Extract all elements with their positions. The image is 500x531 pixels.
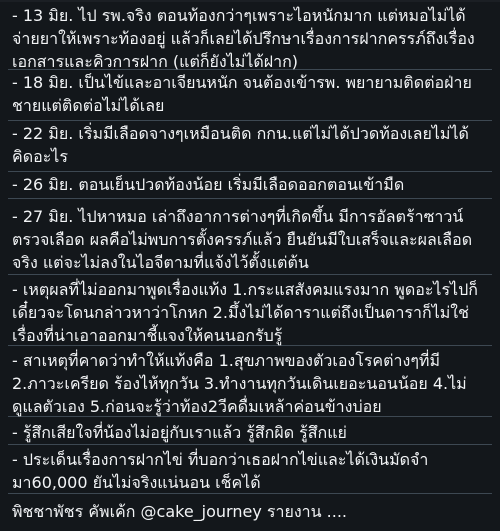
entry-causes <box>8 349 492 417</box>
entry-text: - สาเหตุที่คาดว่าทำให้แท้งคือ 1.สุขภาพของตัวเองโรคต่างๆที่มี 2.ภาวะเครียด ร้องไห้ทุกวัน 3.ทำงานทุกวันเดินเยอะนอนน้อย 4.ไม่ดูแลตัวเอง 5.ก่อนจะรู้ว่าท้อง2วีคดื่มเหล้าค่อนข้างบ่อย <box>12 351 467 416</box>
entry-jun-18 <box>8 71 492 121</box>
entry-text: - 27 มิย. ไปหาหมอ เล่าถึงอาการต่างๆที่เกิดขึ้น มีการอัลตร้าซาวน์ ตรวจเลือด ผลคือไม่พบการตั้งครรภ์แล้ว ยืนยันมีใบเสร็จและผลเลือดจริง แต่จะไม่ลงในไอจีตามที่แจ้งไว้ตั้งแต่ต้น <box>12 207 473 272</box>
entry-egg-freezing <box>8 448 492 494</box>
entry-text: - 22 มิย. เริ่มมีเลือดจางๆเหมือนติด กกน.แต่ไม่ได้ปวดท้องเลยไม่ได้คิดอะไร <box>12 124 469 166</box>
entry-text: - 26 มิย. ตอนเย็นปวดท้องน้อย เริ่มมีเลือดออกตอนเข้ามืด <box>12 175 405 194</box>
entry-reasons-silence <box>8 278 492 346</box>
top-edge <box>0 0 500 2</box>
entry-text: - เหตุผลที่ไม่ออกมาพูดเรื่องแท้ง 1.กระแสสังคมแรงมาก พูดอะไรไปก็เดี๋ยวจะโดนกล่าวหาว่าโกหก 2.มึ้งไม่ได้ดาราแต่ถึงเป็นดาราก็ไม่ใช่เรื่องที่น่าเอาออกมาชี้แจงให้คนนอกรับรู้ <box>12 280 478 345</box>
entry-feelings <box>8 421 492 445</box>
entry-text: - รู้สึกเสียใจที่น้องไม่อยู่กับเราแล้ว รู้สึกผิด รู้สึกแย่ <box>12 423 347 442</box>
reporter-credit: พิชชาพัชร คัพเค้ก @cake_journey รายงาน .... <box>12 502 347 521</box>
entry-text: - ประเด็นเรื่องการฝากไข่ ที่บอกว่าเธอฝากไข่และได้เงินมัดจำมา60,000 ยันไม่จริงแน่นอน เช็คได้ <box>12 450 429 492</box>
entry-text: - 13 มิย. ไป รพ.จริง ตอนท้องกว่าๆเพราะไอหนักมาก แต่หมอไม่ได้จ่ายยาให้เพราะท้องอยู่ แล้วก็เลยได้ปรึกษาเรื่องการฝากครรภ์ถึงเรื่องเอกสารและคิวการฝาก (แต่ก็ยังไม่ได้ฝาก) <box>12 6 475 71</box>
entry-text: - 18 มิย. เป็นไข้และอาเจียนหนัก จนต้องเข้ารพ. พยายามติดต่อฝ่ายชายแต่ติดต่อไม่ได้เลย <box>12 73 472 115</box>
entry-jun-27 <box>8 205 492 275</box>
entry-jun-26 <box>8 173 492 199</box>
entry-jun-22 <box>8 122 492 172</box>
entry-jun-13 <box>8 4 492 70</box>
